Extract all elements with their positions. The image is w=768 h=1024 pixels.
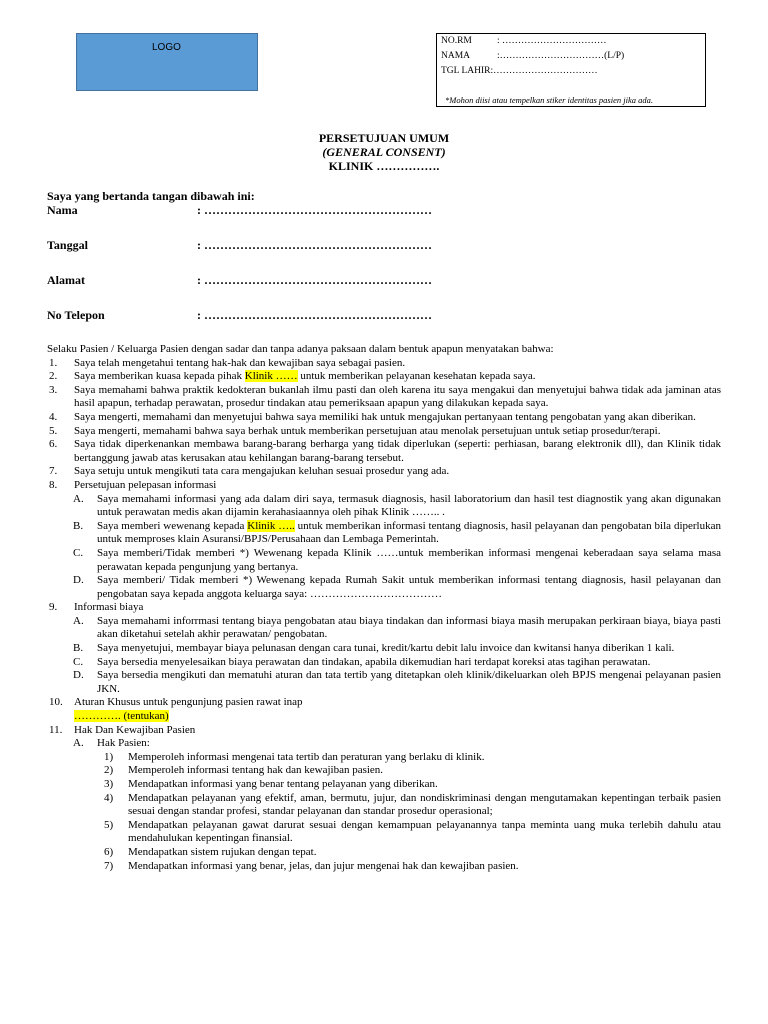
id-label: NAMA <box>441 51 471 61</box>
list-item: C. Saya bersedia menyelesaikan biaya perawatan dan tindakan, apabila dikemudian hari terdapat koreksi atas tagihan perawatan. <box>73 655 651 668</box>
list-item: A. Hak Pasien: <box>73 737 150 750</box>
list-item: 11. Hak Dan Kewajiban Pasien <box>49 723 196 736</box>
list-item: D. Saya bersedia mengikuti dan mematuhi aturan dan tata tertib yang ditetapkan oleh klinik/dikeluarkan oleh BPJS mengenai pelayanan pasien JKN. <box>73 669 721 695</box>
id-value: :……………………………(L/P) <box>497 51 625 61</box>
id-row-nama <box>441 49 705 64</box>
id-value: : …………………………… <box>497 36 607 46</box>
list-item: 7. Saya setuju untuk mengikuti tata cara mengajukan keluhan sesuai prosedur yang ada. <box>49 465 450 478</box>
field-label: Alamat <box>47 273 85 287</box>
list-item: 2. Saya memberikan kuasa kepada pihak Klinik …… untuk memberikan pelayanan kesehatan kepada saya. <box>49 370 536 383</box>
list-item: 1. Saya telah mengetahui tentang hak-hak dan kewajiban saya sebagai pasien. <box>49 356 406 369</box>
patient-id-box <box>436 33 706 107</box>
title-line-2: (GENERAL CONSENT) <box>322 145 446 159</box>
logo-placeholder <box>76 33 258 91</box>
title-line-3: KLINIK ……………. <box>328 159 440 173</box>
list-item: B. Saya memberi wewenang kepada Klinik ….. untuk memberikan informasi tentang diagnosis, hasil pelayanan dan pengobatan bila diperlukan untuk memproses klain Asuransi/BPJS/Perusahaan dan Lembaga Pemerintah. <box>73 519 721 546</box>
highlight: …………. (tentukan) <box>74 710 169 723</box>
field-value: : ………………………………………………… <box>197 273 432 287</box>
list-item: B. Saya menyetujui, membayar biaya pelunasan dengan cara tunai, kredit/kartu debit lalu invoice dan kwitansi hanya diberikan 1 kali. <box>73 642 675 655</box>
field-no-telepon <box>47 309 432 323</box>
list-item: 8. Persetujuan pelepasan informasi <box>49 478 217 491</box>
id-note: *Mohon diisi atau tempelkan stiker identitas pasien jika ada. <box>445 95 653 105</box>
list-item: 6. Saya tidak diperkenankan membawa barang-barang berharga yang tidak diperlukan (seperti: perhiasan, barang elektronik dll), dan Klinik tidak bertanggung jawab atas kerusakan atau kehilangan barang-barang tersebut. <box>49 438 721 464</box>
consent-list-2 <box>47 601 721 615</box>
list-item: 6) Mendapatkan sistem rujukan dengan tepat. <box>104 845 317 858</box>
highlight: Klinik …… <box>244 370 298 383</box>
list-item: 1) Memperoleh informasi mengenai tata tertib dan peraturan yang berlaku di klinik. <box>104 750 485 763</box>
list-item: 10. Aturan Khusus untuk pengunjung pasien rawat inap …………. (tentukan) <box>49 696 303 723</box>
patient-rights-list <box>47 751 721 873</box>
list-item: A. Saya memahami inforrmasi tentang biaya pengobatan atau biaya tindakan dan informasi biaya masih merupakan perkiraan biaya, biaya pasti akan diketahui setelah akhir perawatan/ pengobatan. <box>73 614 721 641</box>
list-item: 3. Saya memahami bahwa praktik kedokteran bukanlah ilmu pasti dan oleh karena itu saya mengakui dan menyetujui bahwa tidak ada jaminan atas hasil apapun, terhadap perawatan, prosedur tindakan atau pemeriksaan apapun yang dilakukan kepada saya. <box>49 383 721 410</box>
list-item: 7) Mendapatkan informasi yang benar, jelas, dan jujur mengenai hak dan kewajiban pasien. <box>104 859 519 872</box>
id-value: :…………………………… <box>490 66 598 76</box>
list-item: A. Saya memahami informasi yang ada dalam diri saya, termasuk diagnosis, hasil laboratorium dan hasil test diagnostik yang akan digunakan untuk perawatan medis akan dijamin kerahasiaannya oleh pihak Klinik …….. . <box>73 492 721 519</box>
highlight: Klinik ….. <box>247 519 295 532</box>
consent-body <box>47 343 721 873</box>
sublist-release <box>47 493 721 602</box>
field-value: : ………………………………………………… <box>197 203 432 217</box>
sublist-cost <box>47 615 721 697</box>
list-item: 9. Informasi biaya <box>49 601 144 614</box>
id-row-norm <box>441 34 705 49</box>
field-nama <box>47 204 432 218</box>
field-tanggal <box>47 239 432 253</box>
field-label: Tanggal <box>47 238 88 252</box>
statement: Selaku Pasien / Keluarga Pasien dengan sadar dan tanpa adanya paksaan dalam bentuk apapun menyatakan bahwa: <box>47 343 554 355</box>
intro-heading: Saya yang bertanda tangan dibawah ini: <box>47 189 255 203</box>
consent-list <box>47 357 721 493</box>
consent-list-3 <box>47 696 721 737</box>
list-item: 2) Memperoleh informasi tentang hak dan kewajiban pasien. <box>104 764 384 777</box>
field-value: : ………………………………………………… <box>197 238 432 252</box>
id-label: NO.RM <box>441 36 472 46</box>
field-label: Nama <box>47 203 78 217</box>
list-item: 4) Mendapatkan pelayanan yang efektif, aman, bermutu, jujur, dan nondiskriminasi dengan mengutamakan kepentingan terbaik pasien sesuai dengan standar profesi, standar pelayanan dan standar prosedur operasional; <box>104 791 721 818</box>
field-value: : ………………………………………………… <box>197 308 432 322</box>
list-item: 5) Mendapatkan pelayanan gawat darurat sesuai dengan kemampuan pelayanannya tanpa meminta uang muka terlebih dahulu atau mendahulukan kepentingan finansial. <box>104 818 721 845</box>
list-item: 4. Saya mengerti, memahami dan menyetujui bahwa saya memiliki hak untuk mengajukan pertanyaan tentang pengobatan yang akan diberikan. <box>49 410 696 423</box>
sublist-rights <box>47 737 721 751</box>
list-item: C. Saya memberi/Tidak memberi *) Wewenang kepada Klinik ……untuk memberikan informasi mengenai keberadaan saya selama masa perawatan kepada pengunjung yang bertanya. <box>73 546 721 573</box>
field-label: No Telepon <box>47 308 105 322</box>
id-label: TGL LAHIR <box>441 66 491 76</box>
list-item: 5. Saya mengerti, memahami bahwa saya berhak untuk memberikan persetujuan atau menolak persetujuan untuk setiap prosedur/terapi. <box>49 424 661 437</box>
logo-text: LOGO <box>152 42 181 53</box>
title-line-1: PERSETUJUAN UMUM <box>318 131 450 145</box>
list-item: D. Saya memberi/ Tidak memberi *) Wewenang kepada Rumah Sakit untuk memberikan informasi tentang diagnosis, hasil pelayanan dan pengobatan saya kepada anggota keluarga saya: ……………………………… <box>73 574 721 600</box>
field-alamat <box>47 274 432 288</box>
id-row-tgl-lahir <box>441 64 705 79</box>
document-title <box>0 131 768 173</box>
list-item: 3) Mendapatkan informasi yang benar tentang pelayanan yang diberikan. <box>104 778 438 790</box>
